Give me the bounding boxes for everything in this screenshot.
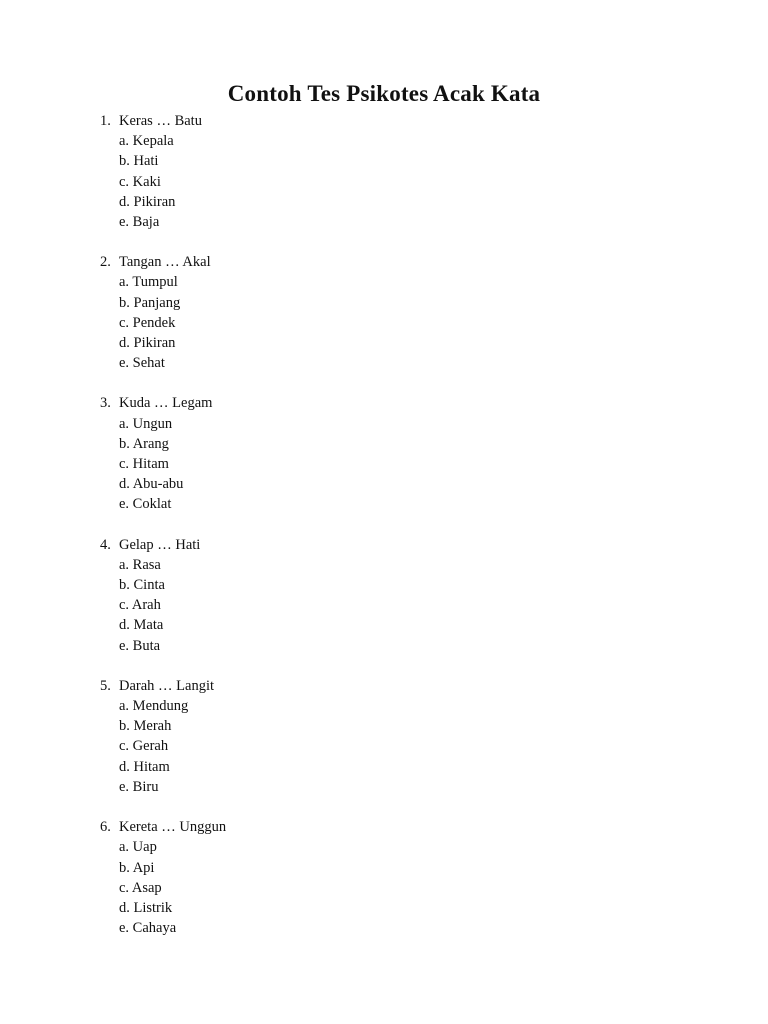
question-item xyxy=(100,111,700,232)
option-list xyxy=(100,131,700,232)
option-item: c. Kaki xyxy=(119,173,161,190)
option-item: e. Biru xyxy=(119,778,159,795)
question-prompt: Darah … Langit xyxy=(119,677,215,694)
question-number: 4. xyxy=(100,536,111,553)
question-prompt: Kuda … Legam xyxy=(119,395,213,412)
option-item: a. Ungun xyxy=(119,415,173,432)
question-item xyxy=(100,535,700,656)
option-item: e. Baja xyxy=(119,214,160,231)
option-item: d. Mata xyxy=(119,617,164,634)
question-item xyxy=(100,393,700,514)
option-item: a. Kepala xyxy=(119,133,174,150)
question-number: 6. xyxy=(100,819,111,836)
option-item: b. Cinta xyxy=(119,577,165,594)
question-prompt: Kereta … Unggun xyxy=(119,819,227,836)
question-item xyxy=(100,817,700,938)
option-item: a. Rasa xyxy=(119,556,161,573)
question-line xyxy=(100,252,700,272)
option-item: a. Uap xyxy=(119,839,157,856)
option-item: b. Arang xyxy=(119,435,169,452)
option-item: e. Coklat xyxy=(119,496,172,513)
question-number: 5. xyxy=(100,677,111,694)
option-item: e. Cahaya xyxy=(119,920,177,937)
question-item xyxy=(100,252,700,373)
question-prompt: Tangan … Akal xyxy=(119,254,211,271)
question-prompt: Keras … Batu xyxy=(119,113,202,129)
option-item: d. Hitam xyxy=(119,758,170,775)
option-item: e. Buta xyxy=(119,637,161,654)
option-item: e. Sehat xyxy=(119,355,165,372)
document-title: Contoh Tes Psikotes Acak Kata xyxy=(227,81,541,106)
question-item xyxy=(100,676,700,797)
option-item: c. Gerah xyxy=(119,738,169,755)
option-item: b. Panjang xyxy=(119,294,181,311)
option-item: d. Pikiran xyxy=(119,335,176,352)
question-line xyxy=(100,111,700,131)
option-item: d. Listrik xyxy=(119,899,173,916)
question-list xyxy=(100,111,700,958)
option-item: b. Merah xyxy=(119,718,172,735)
option-list xyxy=(100,555,700,656)
question-line xyxy=(100,535,700,555)
option-item: b. Hati xyxy=(119,153,159,170)
option-item: c. Pendek xyxy=(119,314,176,331)
question-line xyxy=(100,393,700,413)
question-number: 1. xyxy=(100,113,111,129)
question-line xyxy=(100,676,700,696)
option-item: a. Mendung xyxy=(119,698,189,715)
question-number: 2. xyxy=(100,254,111,271)
option-list xyxy=(100,696,700,797)
option-list xyxy=(100,414,700,515)
option-item: b. Api xyxy=(119,859,155,876)
option-item: d. Pikiran xyxy=(119,193,176,210)
option-item: c. Hitam xyxy=(119,456,169,473)
option-item: c. Asap xyxy=(119,879,162,896)
question-number: 3. xyxy=(100,395,111,412)
option-item: c. Arah xyxy=(119,597,161,614)
option-list xyxy=(100,837,700,938)
question-line xyxy=(100,817,700,837)
option-item: d. Abu-abu xyxy=(119,476,184,493)
option-item: a. Tumpul xyxy=(119,274,178,291)
question-prompt: Gelap … Hati xyxy=(119,536,201,553)
option-list xyxy=(100,272,700,373)
